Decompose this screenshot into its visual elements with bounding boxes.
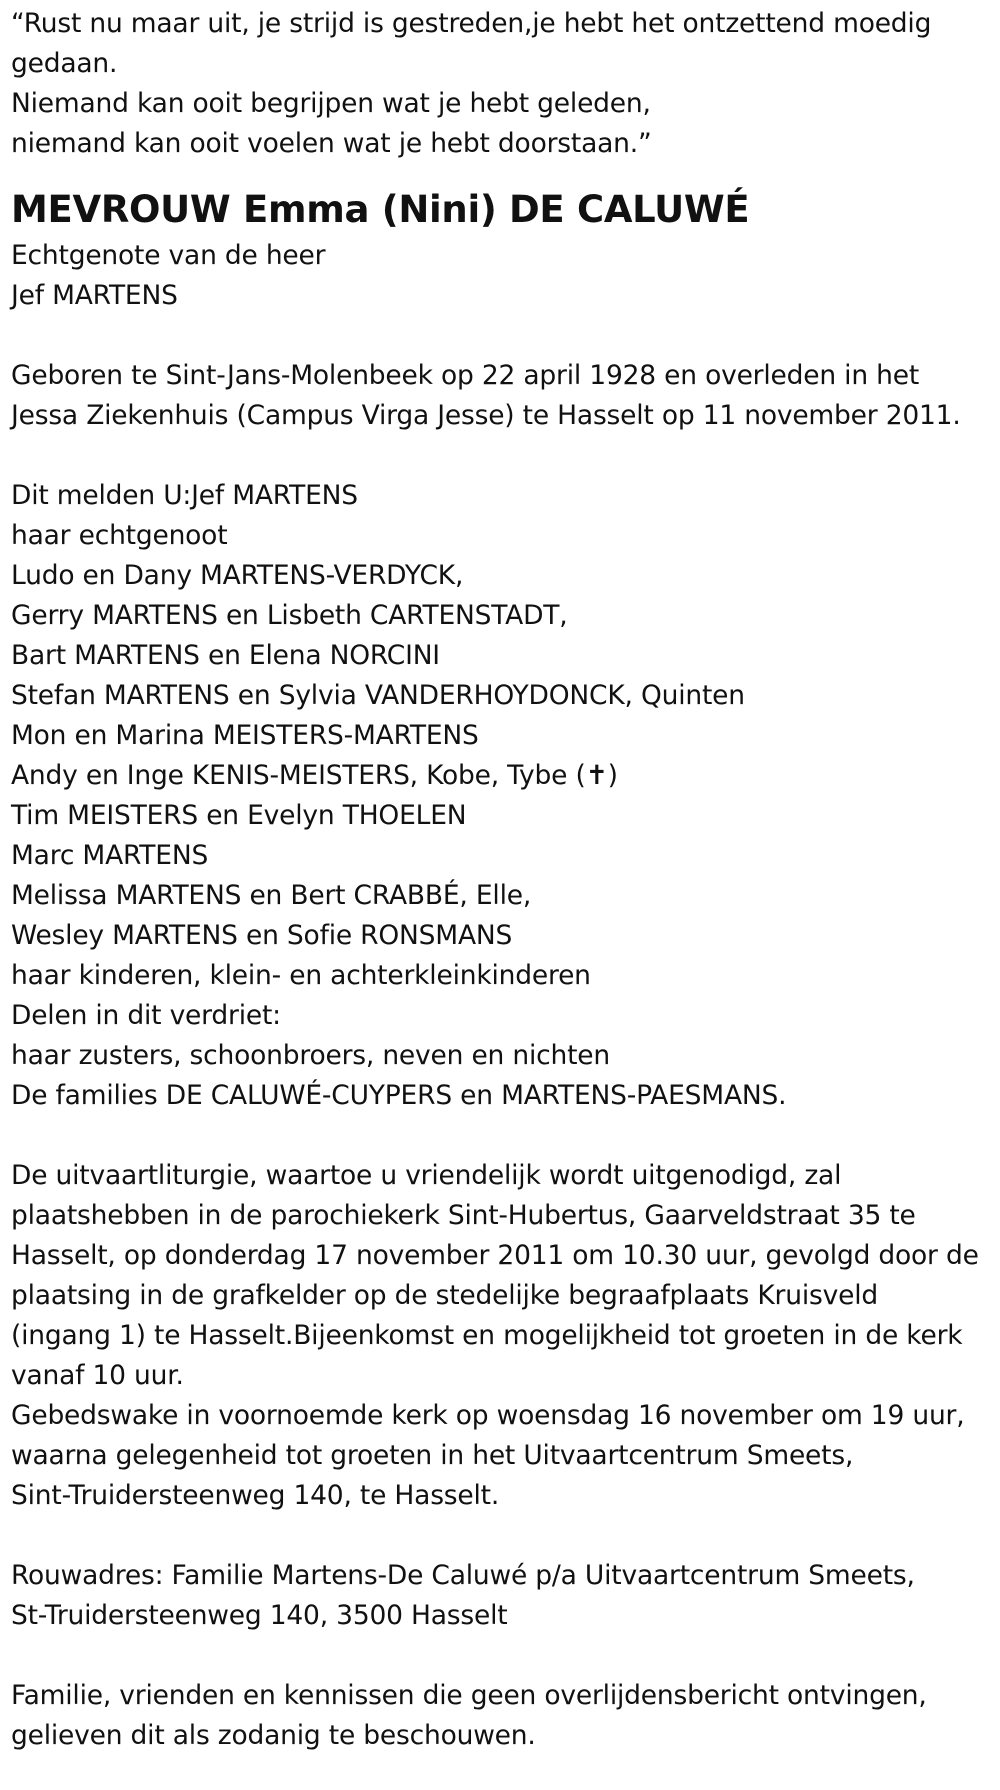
announcer-line: Melissa MARTENS en Bert CRABBÉ, Elle, — [11, 880, 532, 911]
funeral-line: plaatshebben in de parochiekerk Sint-Hubertus, Gaarveldstraat 35 te — [11, 1200, 916, 1231]
funeral-line: (ingang 1) te Hasselt.Bijeenkomst en mogelijkheid tot groeten in de kerk — [11, 1320, 963, 1351]
quote-line: gedaan. — [11, 48, 118, 79]
spacer — [11, 1116, 995, 1156]
announcer-line: haar zusters, schoonbroers, neven en nichten — [11, 1040, 610, 1071]
announcer-line: Dit melden U:Jef MARTENS — [11, 480, 358, 511]
announcer-line: Marc MARTENS — [11, 840, 209, 871]
obituary-notice — [11, 4, 995, 1756]
announcer-line: haar kinderen, klein- en achterkleinkinderen — [11, 960, 591, 991]
announcer-line: Bart MARTENS en Elena NORCINI — [11, 640, 440, 671]
spacer — [11, 1636, 995, 1676]
deceased-name: MEVROUW Emma (Nini) DE CALUWÉ — [11, 188, 750, 231]
spacer — [11, 436, 995, 476]
announcer-line: Stefan MARTENS en Sylvia VANDERHOYDONCK, Quinten — [11, 680, 745, 711]
announcer-line: Wesley MARTENS en Sofie RONSMANS — [11, 920, 513, 951]
funeral-line: vanaf 10 uur. — [11, 1360, 184, 1391]
announcers-list — [11, 476, 995, 1116]
spouse-line: Echtgenote van de heer — [11, 240, 326, 271]
opening-quote — [11, 4, 995, 164]
spouse-line: Jef MARTENS — [11, 280, 178, 311]
birth-death-line: Geboren te Sint-Jans-Molenbeek op 22 april 1928 en overleden in het — [11, 360, 920, 391]
quote-line: “Rust nu maar uit, je strijd is gestreden,je hebt het ontzettend moedig — [11, 8, 932, 39]
spouse-info — [11, 236, 995, 316]
quote-line: Niemand kan ooit begrijpen wat je hebt geleden, — [11, 88, 651, 119]
funeral-line: Hasselt, op donderdag 17 november 2011 om 10.30 uur, gevolgd door de — [11, 1240, 979, 1271]
announcer-line: Gerry MARTENS en Lisbeth CARTENSTADT, — [11, 600, 568, 631]
closing-note — [11, 1676, 995, 1756]
funeral-line: waarna gelegenheid tot groeten in het Uitvaartcentrum Smeets, — [11, 1440, 854, 1471]
address-line: St-Truidersteenweg 140, 3500 Hasselt — [11, 1600, 508, 1631]
birth-death-info — [11, 356, 995, 436]
spacer — [11, 1516, 995, 1556]
funeral-details — [11, 1156, 995, 1516]
birth-death-line: Jessa Ziekenhuis (Campus Virga Jesse) te Hasselt op 11 november 2011. — [11, 400, 961, 431]
announcer-line: Mon en Marina MEISTERS-MARTENS — [11, 720, 479, 751]
announcer-line: haar echtgenoot — [11, 520, 228, 551]
funeral-line: Gebedswake in voornoemde kerk op woensdag 16 november om 19 uur, — [11, 1400, 965, 1431]
announcer-line: Ludo en Dany MARTENS-VERDYCK, — [11, 560, 464, 591]
closing-line: gelieven dit als zodanig te beschouwen. — [11, 1720, 536, 1751]
spacer — [11, 316, 995, 356]
announcer-line: Delen in dit verdriet: — [11, 1000, 281, 1031]
quote-line: niemand kan ooit voelen wat je hebt doorstaan.” — [11, 128, 652, 159]
funeral-line: Sint-Truidersteenweg 140, te Hasselt. — [11, 1480, 500, 1511]
mourning-address — [11, 1556, 995, 1636]
announcer-line: De families DE CALUWÉ-CUYPERS en MARTENS-PAESMANS. — [11, 1080, 787, 1111]
announcer-line: Andy en Inge KENIS-MEISTERS, Kobe, Tybe (✝) — [11, 760, 618, 791]
funeral-line: plaatsing in de grafkelder op de stedelijke begraafplaats Kruisveld — [11, 1280, 878, 1311]
address-line: Rouwadres: Familie Martens-De Caluwé p/a Uitvaartcentrum Smeets, — [11, 1560, 915, 1591]
funeral-line: De uitvaartliturgie, waartoe u vriendelijk wordt uitgenodigd, zal — [11, 1160, 842, 1191]
announcer-line: Tim MEISTERS en Evelyn THOELEN — [11, 800, 467, 831]
closing-line: Familie, vrienden en kennissen die geen overlijdensbericht ontvingen, — [11, 1680, 927, 1711]
